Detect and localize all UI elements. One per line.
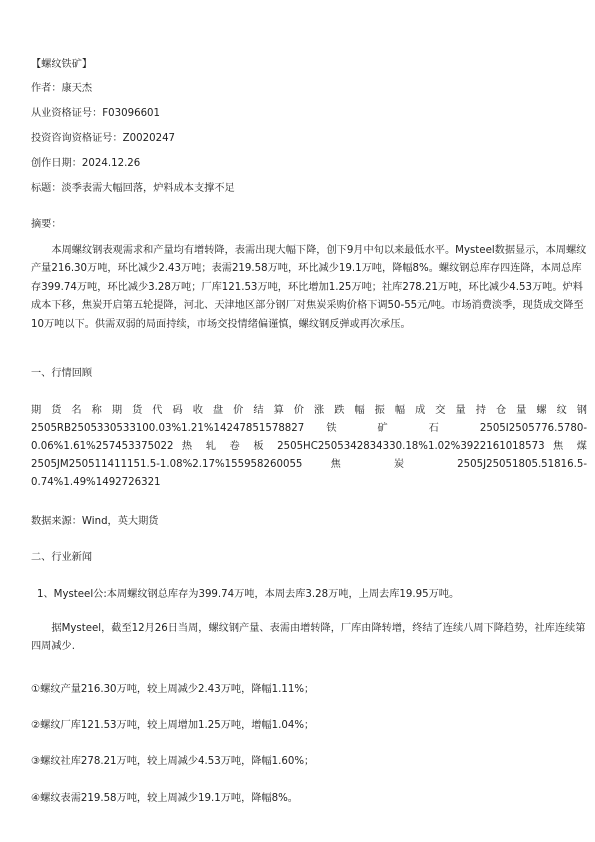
- abstract-body: 本周螺纹钢表观需求和产量均有增转降，表需出现大幅下降，创下9月中旬以来最低水平。Mysteel数据显示，本周螺纹产量216.30万吨，环比减少2.43万吨；表需219.58万吨，环比减少19.1万吨，降幅8%。螺纹钢总库存四连降，本周总库存399.74万吨，环比减少3.28万吨；厂库121.53万吨，环比增加1.25万吨；社库278.21万吨，环比减少4.53万吨。炉料成本下移，焦炭开启第五轮提降，河北、天津地区部分钢厂对焦炭采购价格下调50-55元/吨。市场消费淡季，现货成交降至10万吨以下。供需双弱的局面持续，市场交投情绪偏谨慎，螺纹钢反弹或再次承压。: [31, 245, 587, 330]
- creation-date: 创作日期：2024.12.26: [31, 158, 141, 169]
- list-item: ④螺纹表需219.58万吨，较上周减少19.1万吨，降幅8%。: [31, 793, 298, 804]
- market-review-heading: 一、行情回顾: [31, 368, 93, 379]
- futures-table-line-4: 2505JM250511411151.5-1.08%2.17%155958260055 焦 炭 2505J25051805.51816.5-: [31, 459, 587, 470]
- qualification-number: 从业资格证号：F03096601: [31, 108, 161, 119]
- abstract-heading: 摘要：: [31, 219, 62, 230]
- list-item: ③螺纹社库278.21万吨，较上周减少4.53万吨，降幅1.60%；: [31, 756, 315, 767]
- futures-table-line-1: 期 货 名 称 期 货 代 码 收 盘 价 结 算 价 涨 跌 幅 振 幅 成 交 量 持 仓 量 螺 纹 钢: [31, 405, 587, 416]
- category-tag: 【螺纹铁矿】: [31, 59, 93, 70]
- list-item: ②螺纹厂库121.53万吨，较上周增加1.25万吨，增幅1.04%；: [31, 720, 315, 731]
- futures-table-line-2: 2505RB2505330533100.03%1.21%14247851578827 铁 矿 石 2505I2505776.5780-: [31, 423, 587, 434]
- futures-table-line-5: 0.74%1.49%1492726321: [31, 477, 161, 488]
- advisory-number: 投资咨询资格证号：Z0020247: [31, 133, 176, 144]
- report-title: 标题：淡季表需大幅回落，炉料成本支撑不足: [31, 183, 235, 194]
- industry-news-heading: 二、行业新闻: [31, 552, 93, 563]
- futures-table-line-3: 0.06%1.61%257453375022 热 轧 卷 板 2505HC2505342834330.18%1.02%3922161018573 焦 煤: [31, 441, 587, 452]
- list-item: ①螺纹产量216.30万吨，较上周减少2.43万吨，降幅1.11%；: [31, 684, 315, 695]
- news-paragraph: 据Mysteel，截至12月26日当周，螺纹钢产量、表需由增转降，厂库由降转增，终结了连续八周下降趋势，社库连续第四周减少.: [31, 623, 586, 653]
- data-source: 数据来源：Wind，英大期货: [31, 516, 159, 527]
- news-item-1: 1、Mysteel公:本周螺纹钢总库存为399.74万吨，本周去库3.28万吨，上周去库19.95万吨。: [37, 589, 460, 600]
- author-line: 作者：康天杰: [31, 83, 93, 94]
